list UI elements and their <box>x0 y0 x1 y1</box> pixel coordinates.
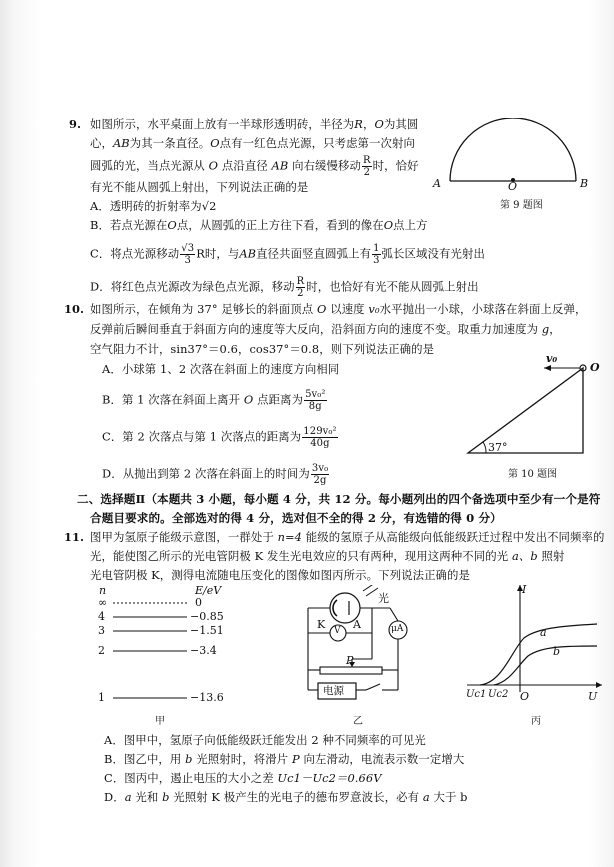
photoelectric-circuit <box>290 585 420 710</box>
iv-label-u: U <box>588 690 598 703</box>
level-row-inf-n: ∞ <box>98 596 108 609</box>
circuit-label-a: A <box>353 618 361 631</box>
q9-label-b: B <box>580 177 589 190</box>
q10-option-b: B．第 1 次落在斜面上离开 O 点距离为 $\frac{\text{5v₀²}}{8g}$ <box>102 389 326 412</box>
figure-yi-caption: 乙 <box>353 716 363 727</box>
q10-label-o: O <box>590 361 600 374</box>
q9-text-line2: 心，AB为其一条直径。O点有一红色点光源，只考虑第一次射向 <box>90 136 416 150</box>
q10-text-line3: 空气阻力不计，sin37°＝0.6，cos37°＝0.8，则下列说法正确的是 <box>90 342 435 356</box>
q10-d-fraction: $\frac{\text{3v₀}}{2g}$ <box>311 463 329 486</box>
q9-label-a: A <box>433 177 441 190</box>
energy-level-lines <box>105 595 195 705</box>
q11-text-line1: 图甲为氢原子能级示意图，一群处于 n=4 能级的氢原子从高能级向低能级跃迁过程中发出不同频率的 <box>90 530 605 544</box>
q9-text-line4: 有光不能从圆弧上射出，下列说法正确的是 <box>90 180 309 194</box>
q11-text-line2: 光，能使图乙所示的光电管阴极 K 发生光电效应的只有两种，现用这两种不同的光 a、b 照射 <box>90 549 565 563</box>
light-ray-2 <box>366 588 378 596</box>
q10-option-a: A．小球第 1、2 次落在斜面上的速度方向相同 <box>102 362 340 376</box>
q10-text-line2: 反弹前后瞬间垂直于斜面方向的速度等大反向，沿斜面方向的速度不变。取重力加速度为 g， <box>90 322 561 336</box>
q9-text-line3: 圆弧的光，当点光源从 O 点沿直径 AB 向右缓慢移动 $\frac{R}{2}$ 时，恰好 <box>90 155 419 178</box>
q9-d-fraction: $\frac{R}{2}$ <box>296 276 305 299</box>
q9-label-o: O <box>508 180 518 193</box>
q10-figure-caption: 第 10 题图 <box>508 469 558 480</box>
cathode-k <box>333 600 337 616</box>
level-row-1-n: 1 <box>98 691 105 704</box>
curve-a <box>480 624 597 685</box>
level-row-2-n: 2 <box>98 644 105 657</box>
q10-option-c: C．第 2 次落点与第 1 次落点的距离为 $\frac{\text{129v₀²}}{40g}$ <box>102 426 337 449</box>
q9-option-d: D．将红色点光源改为绿色点光源，移动 $\frac{R}{2}$ 时，也恰好有光不能从圆弧上射出 <box>90 276 479 299</box>
iv-label-b: b <box>553 645 561 658</box>
q11-option-b: B．图乙中，用 b 光照射时，将滑片 P 向左滑动，电流表示数一定增大 <box>104 752 465 766</box>
circuit-label-source: 电源 <box>323 685 344 697</box>
velocity-arrowhead <box>544 365 551 371</box>
figure-jia-caption: 甲 <box>155 716 165 727</box>
iv-label-i: I <box>522 583 527 596</box>
section2-header-line1: 二、选择题Ⅱ（本题共 3 小题，每小题 4 分，共 12 分。每小题列出的四个备选项中至少有一个是符 <box>77 492 601 506</box>
q9-option-c: C．将点光源移动 $\frac{√3}{3}$ R时，与AB直径共面竖直圆弧上有 $\frac{1}{3}$ 弧长区域没有光射出 <box>90 243 485 266</box>
q9-option-a: A．透明砖的折射率为√2 <box>90 199 217 213</box>
circuit-label-k: K <box>317 618 326 631</box>
level-row-4-n: 4 <box>98 610 105 623</box>
q10-c-fraction: $\frac{\text{129v₀²}}{40g}$ <box>303 426 337 449</box>
level-row-2-e: −3.4 <box>190 644 217 657</box>
level-row-3-n: 3 <box>98 624 105 637</box>
q10-number: 10. <box>64 302 85 316</box>
q11-option-a: A．图甲中，氢原子向低能级跃迁能发出 2 种不同频率的可见光 <box>104 733 426 747</box>
q9-number: 9. <box>69 117 82 131</box>
q9-option-b: B．若点光源在O点，从圆弧的正上方往下看，看到的像在O点上方 <box>90 218 428 232</box>
q9-figure-caption: 第 9 题图 <box>500 200 543 211</box>
level-row-4-e: −0.85 <box>190 610 224 623</box>
q10-b-fraction: $\frac{\text{5v₀²}}{8g}$ <box>305 389 326 412</box>
q11-text-line3: 光电管阴极 K，测得电流随电压变化的图像如图丙所示。下列说法正确的是 <box>90 568 471 582</box>
semicircle-arc <box>450 118 576 181</box>
q10-label-v0: v₀ <box>546 352 558 365</box>
light-ray-1 <box>363 585 375 591</box>
q9-c-fraction-1: $\frac{√3}{3}$ <box>181 243 195 266</box>
figure-bing-caption: 丙 <box>531 716 541 727</box>
switch <box>366 684 380 690</box>
incline-triangle <box>468 368 583 453</box>
q11-number: 11. <box>64 530 85 544</box>
q11-option-c: C．图丙中，遏止电压的大小之差 Uc1－Uc2＝0.66V <box>104 771 382 785</box>
iv-graph <box>462 580 607 700</box>
q9-fraction-r-over-2: $\frac{R}{2}$ <box>363 155 371 178</box>
level-row-1-e: −13.6 <box>190 691 224 704</box>
circuit-label-ua: μA <box>391 624 404 634</box>
section2-header-line2: 合题目要求的。全部选对的得 4 分，选对但不全的得 2 分，有选错的得 0 分） <box>90 511 502 525</box>
iv-label-uc2: Uc2 <box>488 689 509 700</box>
levels-e-header: E/eV <box>195 584 222 597</box>
circuit-label-p: P <box>346 654 354 667</box>
q10-label-angle: 37° <box>488 441 508 454</box>
level-row-3-e: −1.51 <box>190 624 224 637</box>
q10-text-line1: 如图所示，在倾角为 37° 足够长的斜面顶点 O 以速度 v₀水平抛出一小球，小球落在斜面上反弹， <box>90 302 587 316</box>
circuit-label-light: 光 <box>378 592 389 605</box>
curve-b <box>494 646 597 685</box>
iv-label-a: a <box>540 626 547 639</box>
levels-n-header: n <box>99 584 107 597</box>
iv-label-uc1: Uc1 <box>466 689 487 700</box>
q10-option-d: D．从抛出到第 2 次落在斜面上的时间为 $\frac{\text{3v₀}}{2g}$ <box>102 463 329 486</box>
iv-label-o: O <box>520 690 530 703</box>
q11-option-d: D．a 光和 b 光照射 K 极产生的光电子的德布罗意波长，必有 a 大于 b <box>104 790 468 804</box>
angle-arc <box>483 442 486 453</box>
rheostat <box>320 667 382 674</box>
level-row-inf-e: 0 <box>195 596 202 609</box>
circuit-label-v: V <box>334 626 341 636</box>
q9-text-line1: 如图所示，水平桌面上放有一半球形透明砖，半径为R，O为其圆 <box>90 117 419 131</box>
q9-c-fraction-2: $\frac{1}{3}$ <box>373 243 380 266</box>
